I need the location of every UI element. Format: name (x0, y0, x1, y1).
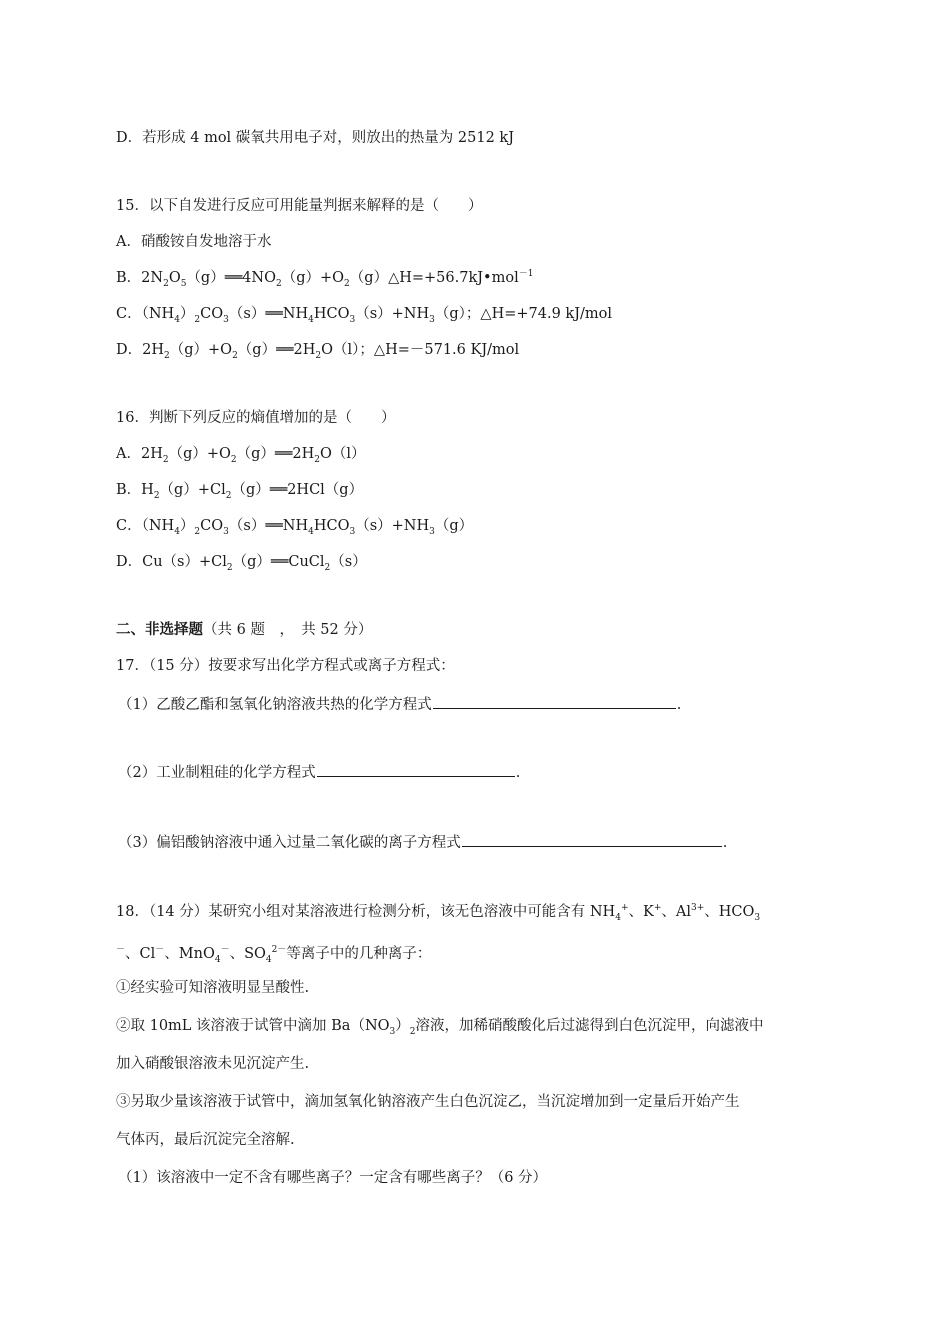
section-heading (116, 620, 372, 640)
q17-part-2: （2）工业制粗硅的化学方程式 . (118, 762, 520, 783)
q18-item-1: ①经实验可知溶液明显呈酸性. (116, 980, 310, 996)
q17-stem: 17．（15 分）按要求写出化学方程式或离子方程式： (116, 658, 455, 674)
q16-stem: 16．判断下列反应的熵值增加的是（ ） (116, 410, 396, 426)
answer-blank[interactable] (462, 832, 722, 847)
answer-blank[interactable] (433, 694, 676, 709)
q15-option-c: C．$(NH_4)_2CO_3(s)══NH_4HCO_3(s)+NH_3(g)$；△H=+74.9 kJ/mol (116, 306, 613, 325)
q18-stem-line2: －、Cl－、MnO$_4$－、$SO_4^{2-}$等离子中的几种离子： (116, 945, 432, 965)
q16-option-d: D．$Cu(s)+Cl_2(g)══CuCl_2(s)$ (116, 554, 367, 573)
q18-item-3-line2: 气体丙，最后沉淀完全溶解. (116, 1132, 295, 1148)
q18-stem-line1: 18．（14 分）某研究小组对某溶液进行检测分析，该无色溶液中可能含有 $NH_4^+$、K+、$Al^{3+}$、$HCO_3$ (116, 903, 761, 923)
q15-option-d: D．$2H_2(g)+O_2(g)══2H_2O(l)$；△H=－571.6 KJ/mol (116, 342, 520, 361)
q14-option-d: D．若形成 4 mol 碳氧共用电子对，则放出的热量为 2512 kJ (116, 130, 515, 146)
section-score: （共 6 题 ， 共 52 分） (203, 622, 373, 638)
q15-stem: 15．以下自发进行反应可用能量判据来解释的是（ ） (116, 198, 483, 214)
q17-part-3: （3）偏铝酸钠溶液中通入过量二氧化碳的离子方程式 . (118, 832, 727, 853)
q15-option-a: A．硝酸铵自发地溶于水 (116, 234, 272, 250)
q18-item-2-line1: ②取 10mL 该溶液于试管中滴加 $Ba(NO_3)_2$溶液，加稀硝酸酸化后过滤得到白色沉淀甲，向滤液中 (116, 1018, 764, 1037)
q18-sub-1: （1）该溶液中一定不含有哪些离子？一定含有哪些离子？（6 分） (118, 1170, 548, 1186)
q18-item-2-line2: 加入硝酸银溶液未见沉淀产生. (116, 1056, 310, 1072)
section-title: 二、非选择题 (116, 621, 203, 638)
q16-option-c: C．$(NH_4)_2CO_3(s)══NH_4HCO_3(s)+NH_3(g)$ (116, 518, 474, 537)
q16-option-b: B．$H_2(g)+Cl_2(g)══2HCl(g)$ (116, 482, 364, 501)
answer-blank[interactable] (317, 762, 515, 777)
q17-part-1: （1）乙酸乙酯和氢氧化钠溶液共热的化学方程式 . (118, 694, 681, 715)
q16-option-a: A．$2H_2(g)+O_2(g)══2H_2O(l)$ (116, 446, 366, 465)
q15-option-b: B．$2N_2O_5(g)══4NO_2(g)+O_2(g)\triangle H=+56.7kJ•mol^{-1}$ (116, 269, 534, 289)
q18-item-3-line1: ③另取少量该溶液于试管中，滴加氢氧化钠溶液产生白色沉淀乙，当沉淀增加到一定量后开始产生 (116, 1094, 740, 1110)
